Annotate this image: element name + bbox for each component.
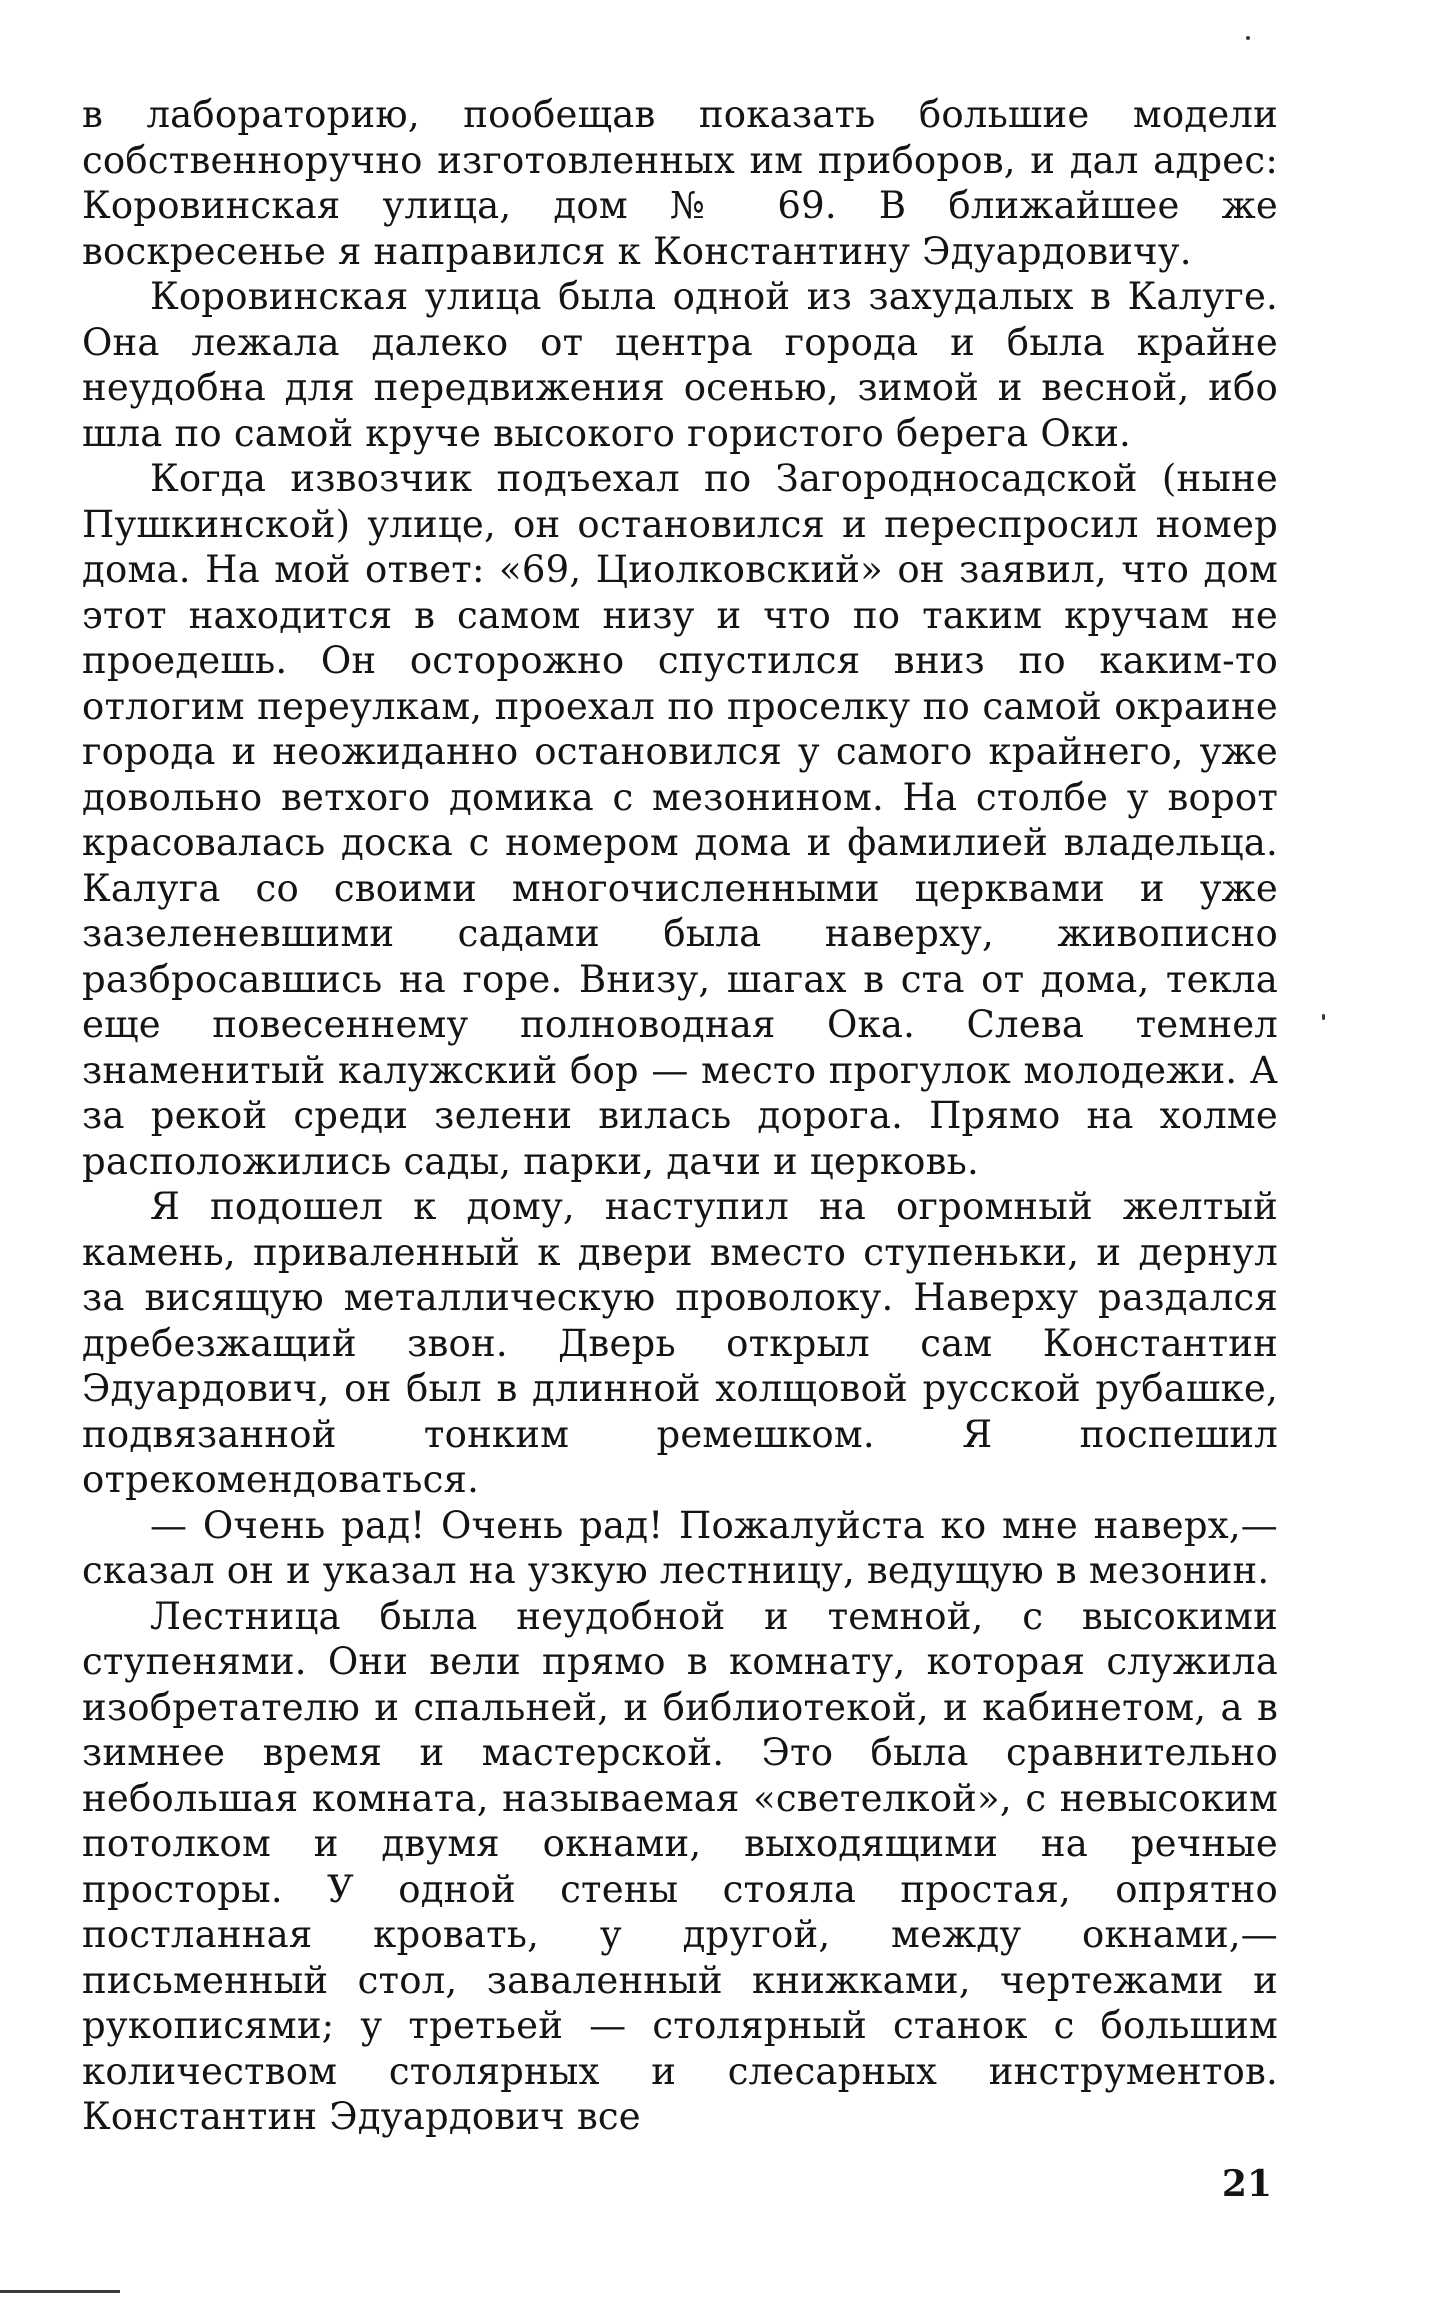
paragraph-6: Лестница была неудобной и темной, с высокими ступенями. Они вели прямо в комнату, которая служила изобретателю и спальней, и библиотекой, и кабинетом, а в зимнее время и мастерской. Это была сравнительно небольшая комната, называемая «светелкой», с невысоким потолком и двумя окнами, выходящими на речные просторы. У одной стены стояла простая, опрятно постланная кровать, у другой, между окнами,— письменный стол, заваленный книжками, чертежами и рукописями; у третьей — столярный станок с большим количеством столярных и слесарных инструментов. Константин Эдуардович все <box>82 1594 1278 2138</box>
paragraph-3: Когда извозчик подъехал по Загородносадской (ныне Пушкинской) улице, он остановился и переспросил номер дома. На мой ответ: «69, Циолковский» он заявил, что дом этот находится в самом низу и что по таким кручам не проедешь. Он осторожно спустился вниз по каким-то отлогим переулкам, проехал по проселку по самой окраине города и неожиданно остановился у самого крайнего, уже довольно ветхого домика с мезонином. На столбе у ворот красовалась доска с номером дома и фамилией владельца. Калуга со своими многочисленными церквами и уже зазеленевшими садами была наверху, живописно разбросавшись на горе. Внизу, шагах в ста от дома, текла еще повесеннему полноводная Ока. Слева темнел знаменитый калужский бор — место прогулок молодежи. А за рекой среди зелени вилась дорога. Прямо на холме расположились сады, парки, дачи и церковь. <box>82 457 1278 1183</box>
scan-speck <box>1322 1014 1325 1020</box>
paragraph-1: в лабораторию, пообещав показать большие модели собственноручно изготовленных им приборов, и дал адрес: Коровинская улица, дом № 69. В ближайшее же воскресенье я направился к Константину Эдуардовичу. <box>82 93 1278 273</box>
paragraph-5: — Очень рад! Очень рад! Пожалуйста ко мне наверх,— сказал он и указал на узкую лестницу, ведущую в мезонин. <box>82 1503 1278 1592</box>
scan-speck <box>1246 36 1250 40</box>
paragraph-2: Коровинская улица была одной из захудалых в Калуге. Она лежала далеко от центра города и была крайне неудобна для передвижения осенью, зимой и весной, ибо шла по самой круче высокого гористого берега Оки. <box>82 275 1278 455</box>
paragraph-4: Я подошел к дому, наступил на огромный желтый камень, приваленный к двери вместо ступеньки, и дернул за висящую металлическую проволоку. Наверху раздался дребезжащий звон. Дверь открыл сам Константин Эдуардович, он был в длинной холщовой русской рубашке, подвязанной тонким ремешком. Я поспешил отрекомендоваться. <box>82 1185 1278 1501</box>
body-text <box>82 92 1278 2140</box>
page-number: 21 <box>1221 2163 1272 2205</box>
scan-edge-mark <box>0 2290 120 2293</box>
